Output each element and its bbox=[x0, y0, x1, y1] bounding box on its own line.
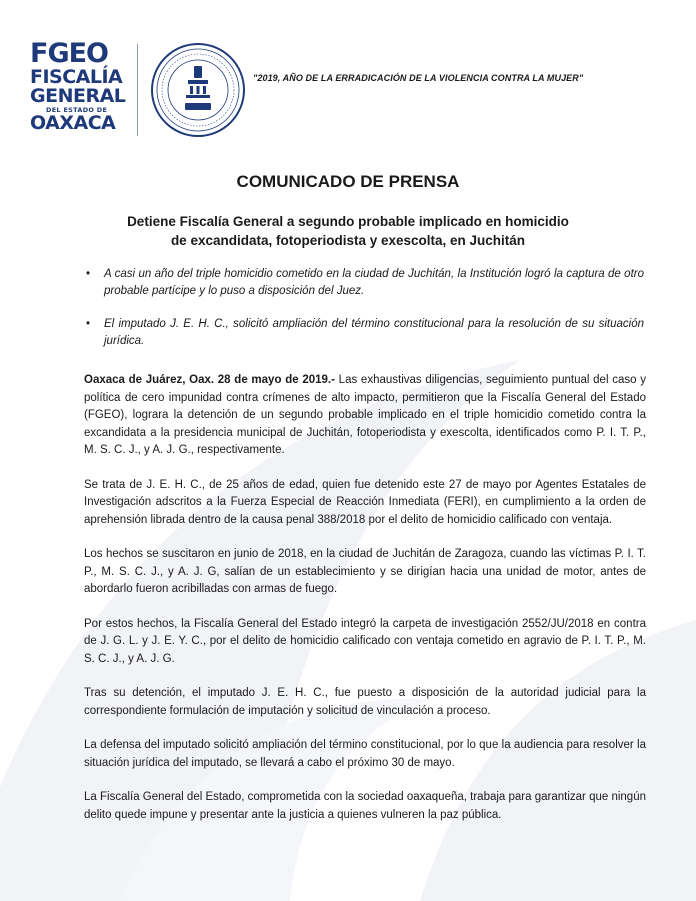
headline bbox=[60, 212, 636, 250]
paragraph-5: Tras su detención, el imputado J. E. H. C., fue puesto a disposición de la autoridad judicial para la correspondiente formulación de imputación y solicitud de vinculación a proceso. bbox=[84, 687, 646, 717]
logo-line-fiscalia: FISCALÍA bbox=[30, 66, 123, 88]
paragraph-1 bbox=[84, 372, 646, 460]
dateline: Oaxaca de Juárez, Oax. 28 de mayo de 2019.- bbox=[84, 374, 335, 386]
logo-line-oaxaca: OAXACA bbox=[30, 112, 116, 134]
headline-line-1: Detiene Fiscalía General a segundo probable implicado en homicidio bbox=[127, 214, 569, 229]
list-item bbox=[86, 316, 644, 350]
fiscalia-seal-icon bbox=[150, 42, 246, 138]
bullet-icon: • bbox=[86, 318, 91, 330]
paragraph-4: Por estos hechos, la Fiscalía General del Estado integró la carpeta de investigación 2552/JU/2018 en contra de J. G. L. y J. E. Y. C., por el delito de homicidio calificado con ventaja cometido en agravio de P. I. T. P., M. S. C. J., y A. J. G. bbox=[84, 617, 646, 665]
header-divider bbox=[137, 44, 138, 136]
paragraph-7: La Fiscalía General del Estado, comprometida con la sociedad oaxaqueña, trabaja para garantizar que ningún delito quede impune y presentar ante la justicia a quienes vulneren la paz pública. bbox=[84, 791, 646, 821]
paragraph-6: La defensa del imputado solicitó ampliación del término constitucional, por lo que la audiencia para resolver la situación jurídica del imputado, se llevará a cabo el próximo 30 de mayo. bbox=[84, 739, 646, 769]
logo-line-general: GENERAL bbox=[30, 85, 126, 107]
headline-line-2: de excandidata, fotoperiodista y exescolta, en Juchitán bbox=[170, 233, 526, 248]
bullet-icon: • bbox=[86, 268, 91, 280]
page-title: COMUNICADO DE PRENSA bbox=[236, 172, 460, 191]
paragraph-1-text: Las exhaustivas diligencias, seguimiento puntual del caso y política de cero impunidad contra crímenes de alto impacto, permitieron que la Fiscalía General del Estado (FGEO), lograra la detención de un segundo probable implicado en el triple homicidio cometido contra la excandidata a la presidencia municipal de Juchitán, fotoperiodista y exescolta, identificados como P. I. T. P., M. S. C. J., y A. J. G., respectivamente. bbox=[84, 374, 646, 456]
logo-line-del-estado: DEL ESTADO DE bbox=[46, 106, 108, 114]
summary-bullets bbox=[86, 266, 644, 366]
bullet-text: El imputado J. E. H. C., solicitó ampliación del término constitucional para la resolución de su situación jurídica. bbox=[104, 318, 644, 347]
bullet-text: A casi un año del triple homicidio cometido en la ciudad de Juchitán, la Institución logró la captura de otro probable partícipe y lo puso a disposición del Juez. bbox=[104, 268, 644, 297]
logo-fgeo-wordmark: FGEO bbox=[30, 38, 109, 69]
paragraph-2: Se trata de J. E. H. C., de 25 años de edad, quien fue detenido este 27 de mayo por Agentes Estatales de Investigación adscritos a la Fuerza Especial de Reacción Inmediata (FERI), en cumplimiento a la orden de aprehensión librada dentro de la causa penal 388/2018 por el delito de homicidio calificado con ventaja. bbox=[84, 478, 646, 526]
fgeo-logo bbox=[30, 40, 126, 133]
paragraph-3: Los hechos se suscitaron en junio de 2018, en la ciudad de Juchitán de Zaragoza, cuando las víctimas P. I. T. P., M. S. C. J., y A. J. G, salían de un establecimiento y se dirigían hacia una unidad de motor, antes de abordarlo fueron acribilladas con armas de fuego. bbox=[84, 548, 646, 595]
list-item bbox=[86, 266, 644, 300]
press-release-body bbox=[84, 372, 646, 841]
header-motto: "2019, AÑO DE LA ERRADICACIÓN DE LA VIOLENCIA CONTRA LA MUJER" bbox=[253, 73, 584, 83]
